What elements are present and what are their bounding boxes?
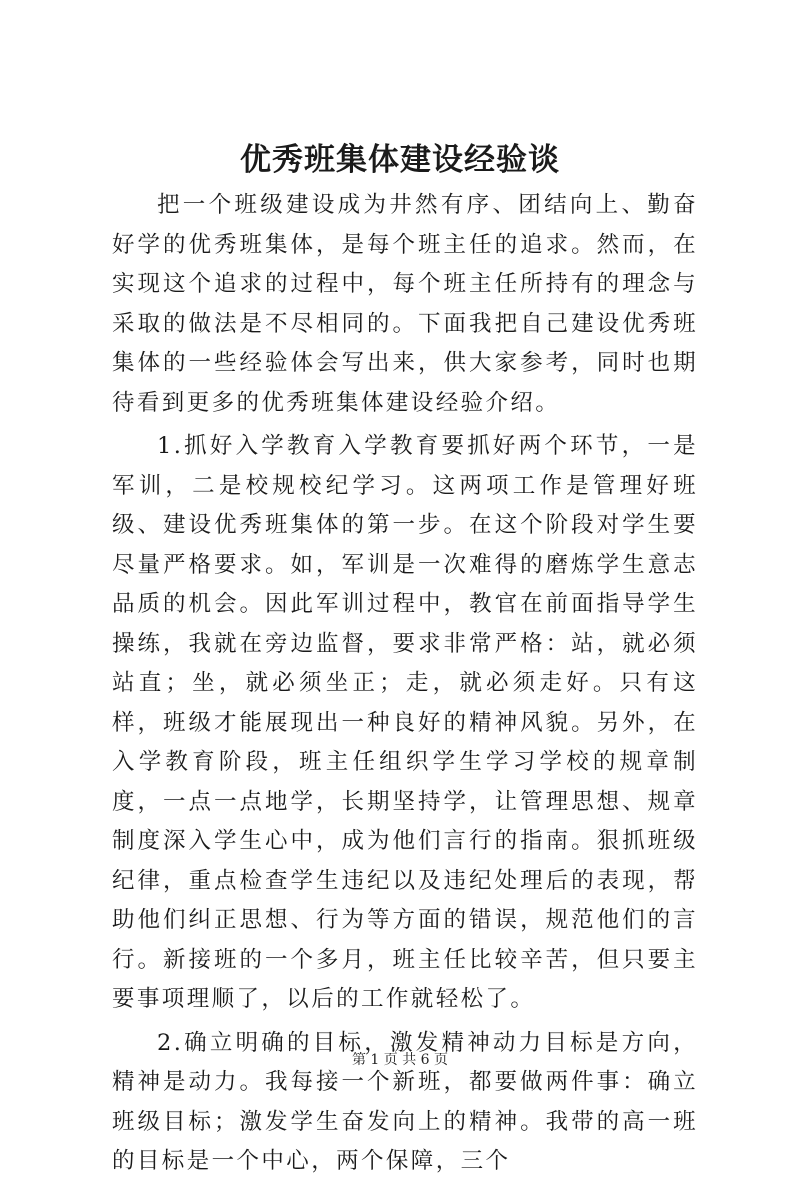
- paragraph-section-2: 2.确立明确的目标，激发精神动力目标是方向，精神是动力。我每接一个新班，都要做两件事：确立班级目标；激发学生奋发向上的精神。我带的高一班的目标是一个中心，两个保障，三个: [112, 1029, 698, 1174]
- page-footer: 第 1 页 共 6 页: [351, 1052, 449, 1068]
- paragraph-intro: 把一个班级建设成为井然有序、团结向上、勤奋好学的优秀班集体，是每个班主任的追求。然而，在实现这个追求的过程中，每个班主任所持有的理念与采取的做法是不尽相同的。下面我把自己建设优秀班集体的一些经验体会写出来，供大家参考，同时也期待看到更多的优秀班集体建设经验介绍。: [112, 192, 698, 416]
- paragraph-section-1: 1.抓好入学教育入学教育要抓好两个环节，一是军训，二是校规校纪学习。这两项工作是管理好班级、建设优秀班集体的第一步。在这个阶段对学生要尽量严格要求。如，军训是一次难得的磨炼学生意志品质的机会。因此军训过程中，教官在前面指导学生操练，我就在旁边监督，要求非常严格：站，就必须站直；坐，就必须坐正；走，就必须走好。只有这样，班级才能展现出一种良好的精神风貌。另外，在入学教育阶段，班主任组织学生学习学校的规章制度，一点一点地学，长期坚持学，让管理思想、规章制度深入学生心中，成为他们言行的指南。狠抓班级纪律，重点检查学生违纪以及违纪处理后的表现，帮助他们纠正思想、行为等方面的错误，规范他们的言行。新接班的一个多月，班主任比较辛苦，但只要主要事项理顺了，以后的工作就轻松了。: [112, 433, 698, 1012]
- document-body: [112, 186, 698, 1182]
- page-title: 优秀班集体建设经验谈: [240, 142, 560, 178]
